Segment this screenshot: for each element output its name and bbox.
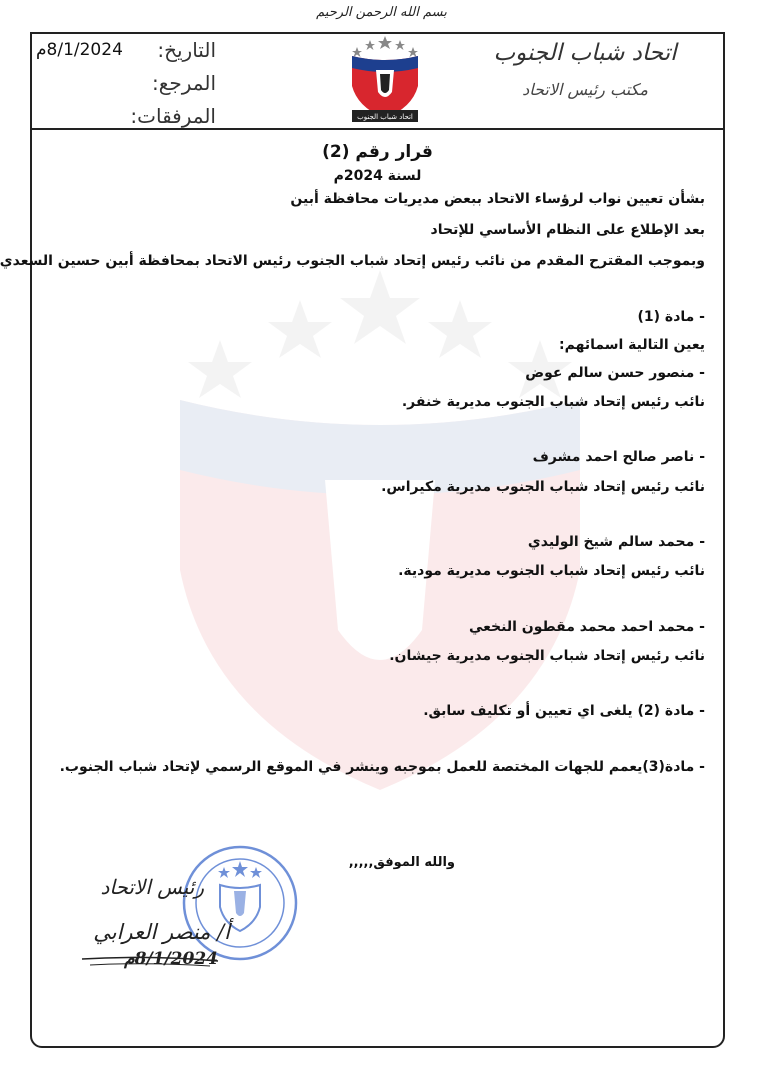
appointee-position: نائب رئيس إتحاد شباب الجنوب مديرية مكيراس. [381,479,705,495]
closing-phrase: والله الموفق,,,,, [348,855,455,870]
intro-line: وبموجب المقترح المقدم من نائب رئيس إتحاد شباب الجنوب رئيس الاتحاد بمحافظة أبين حسين السعدي [0,253,705,269]
intro-line: بشأن تعيين نواب لرؤساء الاتحاد ببعض مديريات محافظة أبين [290,191,705,207]
appointee-name: - محمد احمد محمد مقطون النخعي [468,619,705,635]
appointees-intro: يعين التالية اسمائهم: [559,337,705,353]
organization-header [465,40,705,99]
appointee-name: - محمد سالم شيخ الوليدي [527,534,705,550]
appointee-position: نائب رئيس إتحاد شباب الجنوب مديرية جيشان. [389,648,705,664]
signature-underline-icon [80,953,220,967]
svg-text:اتحاد شباب الجنوب: اتحاد شباب الجنوب [357,113,413,121]
article-1-heading: - مادة (1) [637,309,705,325]
article-3: - مادة(3)يعمم للجهات المختصة للعمل بموجبه وينشر في الموقع الرسمي لإتحاد شباب الجنوب. [59,759,705,775]
signatory-name: أ/ منصر العرابي [93,920,230,944]
signature-block [40,835,300,975]
intro-line: بعد الإطلاع على النظام الأساسي للإتحاد [430,222,705,238]
article-2: - مادة (2) يلغى اي تعيين أو تكليف سابق. [423,703,705,719]
signatory-title: رئيس الاتحاد [100,875,204,899]
date-value: 8/1/2024م [36,40,123,60]
office-name: مكتب رئيس الاتحاد [522,80,648,99]
decision-title: قرار رقم (2) [322,142,433,162]
appointee-position: نائب رئيس إتحاد شباب الجنوب مديرية مودية. [398,563,705,579]
appointee-name: - منصور حسن سالم عوض [525,365,705,381]
signature-date: 8/1/2024م [124,949,218,969]
reference-label: المرجع: [152,71,216,95]
stamp-icon [180,843,300,963]
attachments-label: المرفقات: [130,104,216,128]
date-label: التاريخ: [157,38,216,62]
appointee-name: - ناصر صالح احمد مشرف [532,449,705,465]
watermark-logo-icon [150,270,610,830]
organization-name: اتحاد شباب الجنوب [493,40,677,66]
basmala: بسم الله الرحمن الرحيم [316,5,447,20]
decision-year: لسنة 2024م [333,168,422,184]
appointee-position: نائب رئيس إتحاد شباب الجنوب مديرية خنفر. [401,394,705,410]
union-logo-icon [340,34,430,126]
document-meta [36,38,226,137]
